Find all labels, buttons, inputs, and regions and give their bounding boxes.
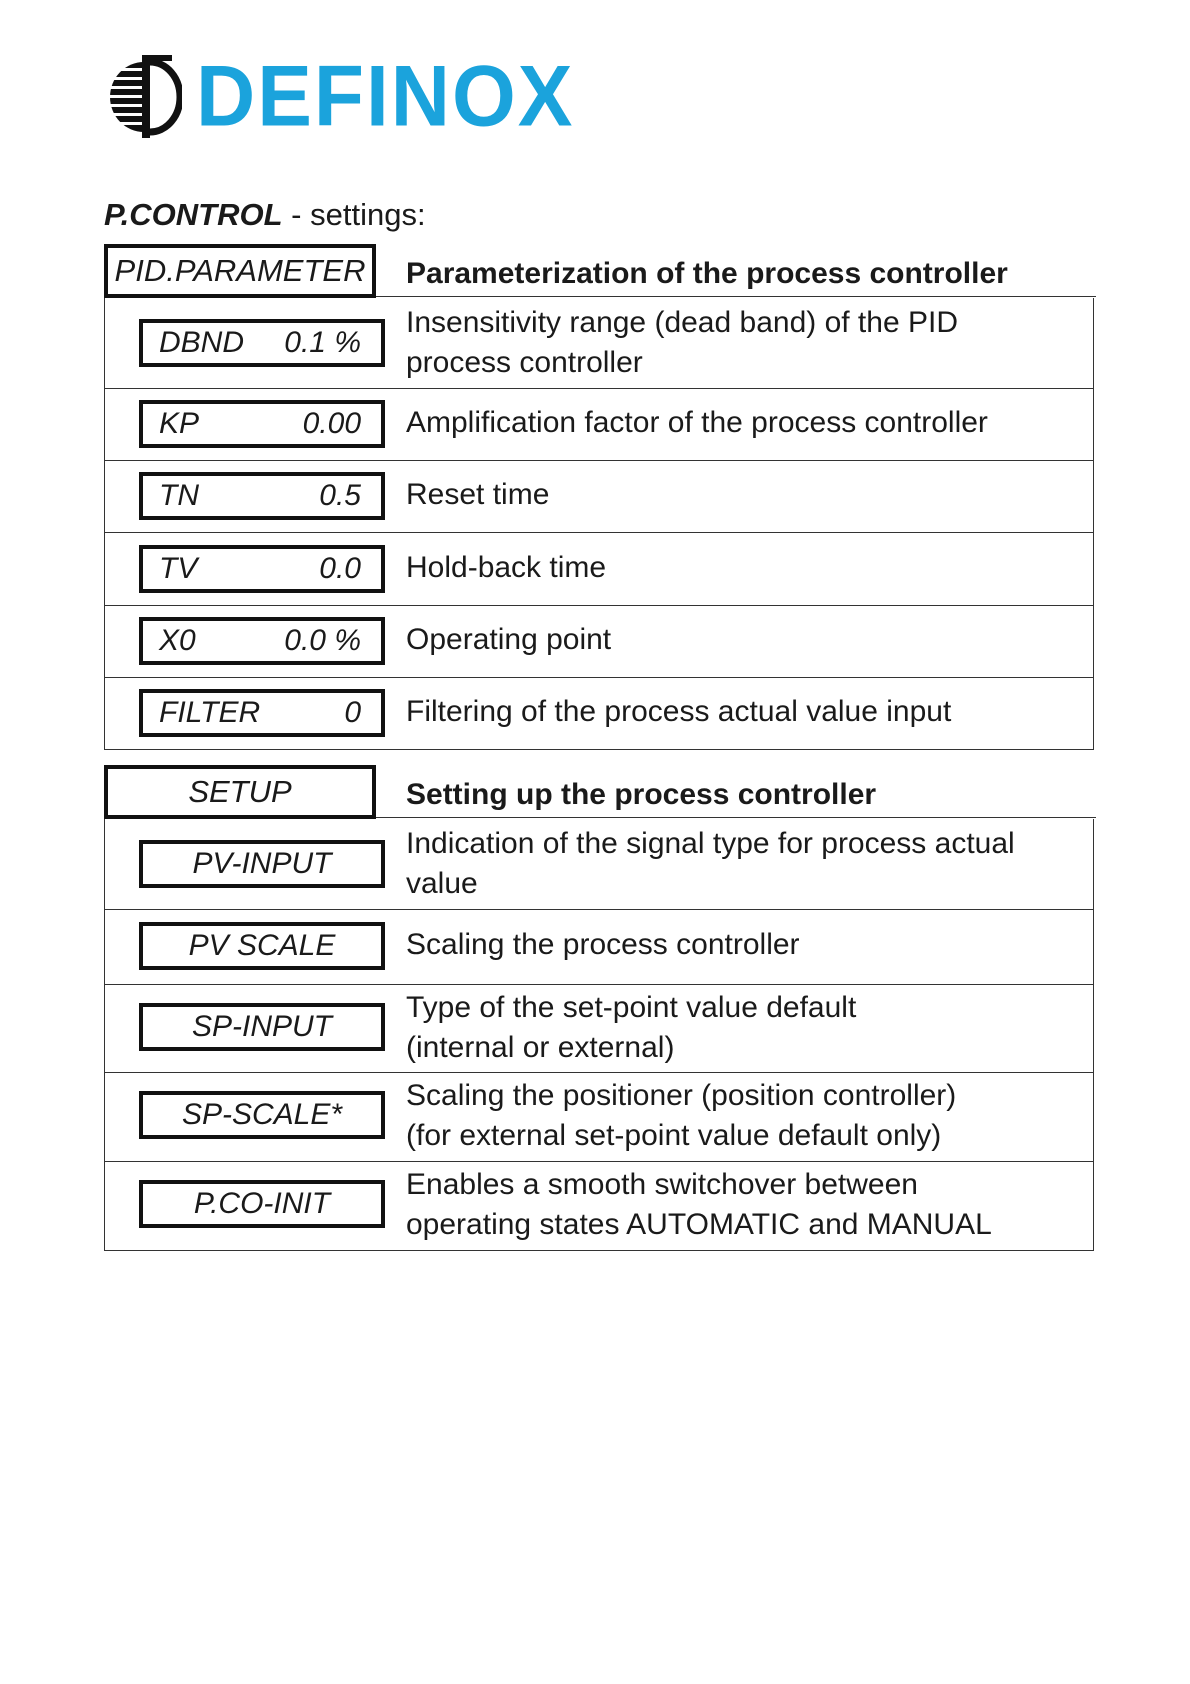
- table-row: [105, 819, 1093, 909]
- param-value: 0.0 %: [284, 624, 361, 657]
- param-box-pco-init: [139, 1180, 385, 1228]
- table-row: [105, 1072, 1093, 1161]
- description-line: Amplification factor of the process controller: [406, 406, 988, 439]
- description-line: Hold-back time: [406, 551, 607, 584]
- group-title-setup: Setting up the process controller: [406, 778, 877, 811]
- divider: [376, 296, 1096, 297]
- param-name: TV: [159, 552, 198, 585]
- description-line: operating states AUTOMATIC and MANUAL: [406, 1208, 992, 1241]
- table-row: [105, 298, 1093, 388]
- pid-parameter-table: [104, 298, 1094, 750]
- param-name: KP: [159, 407, 200, 440]
- row-description: [406, 988, 856, 1068]
- param-name: DBND: [159, 326, 245, 359]
- divider: [376, 817, 1096, 818]
- description-line: Insensitivity range (dead band) of the PID: [406, 306, 958, 339]
- description-line: process controller: [406, 346, 643, 379]
- param-name: PV-INPUT: [192, 847, 332, 880]
- table-row: [105, 677, 1093, 749]
- description-line: (for external set-point value default only): [406, 1119, 942, 1152]
- row-description: [406, 620, 611, 660]
- description-line: Indication of the signal type for process actual: [406, 827, 1015, 860]
- description-line: Enables a smooth switchover between: [406, 1168, 918, 1201]
- group-title-pid-parameter: Parameterization of the process controller: [406, 257, 1008, 290]
- group-header-setup: [104, 765, 1096, 819]
- description-line: Filtering of the process actual value input: [406, 695, 952, 728]
- description-line: (internal or external): [406, 1031, 675, 1064]
- param-box-tv: [139, 545, 385, 593]
- param-box-pv-input: [139, 840, 385, 888]
- row-description: [406, 475, 549, 515]
- description-line: Scaling the positioner (position controller): [406, 1079, 957, 1112]
- setup-table: [104, 819, 1094, 1251]
- group-box-pid-parameter: PID.PARAMETER: [104, 244, 376, 298]
- param-name: TN: [159, 479, 199, 512]
- param-box-tn: [139, 472, 385, 520]
- table-row: [105, 1161, 1093, 1250]
- table-row: [105, 532, 1093, 605]
- table-row: [105, 460, 1093, 532]
- heading-suffix: - settings:: [282, 197, 426, 232]
- row-description: [406, 925, 800, 965]
- table-row: [105, 984, 1093, 1072]
- description-line: value: [406, 867, 478, 900]
- description-line: Scaling the process controller: [406, 928, 800, 961]
- param-name: P.CO-INIT: [193, 1187, 331, 1220]
- company-logo: [110, 48, 575, 145]
- param-box-dbnd: [139, 319, 385, 367]
- logo-wordmark: DEFINOX: [196, 48, 575, 145]
- param-box-filter: [139, 689, 385, 737]
- param-box-kp: [139, 400, 385, 448]
- row-description: [406, 1165, 992, 1245]
- param-value: 0.0: [319, 552, 361, 585]
- table-row: [105, 909, 1093, 984]
- param-box-x0: [139, 617, 385, 665]
- param-box-sp-input: [139, 1003, 385, 1051]
- definox-emblem-icon: [110, 52, 182, 142]
- group-header-pid-parameter: [104, 244, 1096, 298]
- param-name: X0: [159, 624, 196, 657]
- param-name: SP-SCALE*: [181, 1098, 343, 1131]
- row-description: [406, 548, 606, 588]
- param-box-pv-scale: [139, 922, 385, 970]
- param-value: 0: [344, 696, 361, 729]
- param-name: SP-INPUT: [191, 1010, 332, 1043]
- row-description: [406, 1076, 956, 1156]
- description-line: Reset time: [406, 478, 550, 511]
- section-heading: [104, 197, 426, 233]
- param-value: 0.00: [302, 407, 361, 440]
- row-description: [406, 692, 951, 732]
- param-value: 0.5: [319, 479, 361, 512]
- param-name: PV SCALE: [188, 929, 336, 962]
- row-description: [406, 303, 958, 383]
- table-row: [105, 388, 1093, 460]
- param-box-sp-scale: [139, 1091, 385, 1139]
- param-name: FILTER: [159, 696, 261, 729]
- description-line: Type of the set-point value default: [406, 991, 857, 1024]
- param-value: 0.1 %: [284, 326, 361, 359]
- row-description: [406, 824, 1015, 904]
- row-description: [406, 403, 988, 443]
- group-box-setup: SETUP: [104, 765, 376, 819]
- description-line: Operating point: [406, 623, 612, 656]
- heading-name: P.CONTROL: [104, 197, 283, 232]
- table-row: [105, 605, 1093, 677]
